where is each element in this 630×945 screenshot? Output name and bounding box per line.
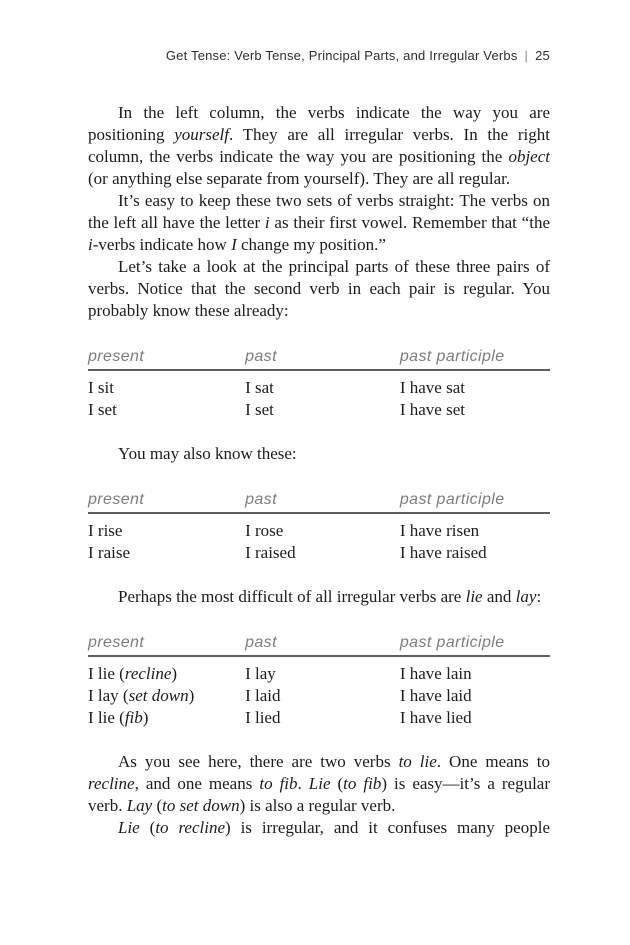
table-cell: I rise: [88, 521, 123, 540]
page-body: [88, 102, 550, 839]
table-cell: I lay (set down): [88, 686, 195, 705]
paragraph-perhaps-most-difficult: Perhaps the most difficult of all irregular verbs are lie and lay:: [118, 587, 542, 606]
column-header: past: [245, 632, 400, 656]
paragraph-as-you-see-here: As you see here, there are two verbs to lie. One means to recline, and one means to fib. Lie (to fib) is easy—it’s a regular verb. Lay (to set down) is also a regular verb.: [88, 752, 551, 815]
table-cell: I sat: [245, 378, 274, 397]
page-number: 25: [535, 48, 550, 63]
column-header: past participle: [400, 632, 550, 656]
header-row: [88, 632, 550, 656]
table-cell: I have set: [399, 400, 465, 419]
table-head: [88, 632, 550, 656]
column-header: present: [88, 632, 245, 656]
table-cell: I have lied: [399, 708, 472, 727]
table-body: [88, 656, 550, 729]
column-header: past: [245, 346, 400, 370]
column-header: past participle: [400, 489, 550, 513]
table-row: [88, 656, 550, 685]
paragraph-lie-is-irregular: Lie (to recline) is irregular, and it confuses many people: [118, 818, 550, 837]
table-cell: I raised: [245, 543, 296, 562]
table-cell: I have lain: [399, 664, 472, 683]
table-cell: I set: [88, 400, 117, 419]
table-row: [88, 399, 550, 421]
table-row: [88, 685, 550, 707]
table-row: [88, 542, 550, 564]
table-head: [88, 489, 550, 513]
table-cell: I have risen: [399, 521, 480, 540]
table-cell: I laid: [245, 686, 281, 705]
table-row: [88, 707, 550, 729]
running-header: [88, 48, 550, 64]
table-cell: I lie (fib): [88, 708, 149, 727]
column-header: present: [88, 489, 245, 513]
page-number-divider: |: [524, 48, 529, 63]
table-cell: I raise: [88, 543, 131, 562]
verb-table-sit-set: [88, 346, 550, 421]
table-cell: I lie (recline): [88, 664, 178, 683]
paragraph-easy-to-keep: It’s easy to keep these two sets of verbs straight: The verbs on the left all have the letter i as their first vowel. Remember that “the i-verbs indicate how I change my position.”: [88, 191, 550, 254]
running-head-title: Get Tense: Verb Tense, Principal Parts, and Irregular Verbs: [165, 48, 518, 63]
table-row: [88, 370, 550, 399]
table-body: [88, 513, 550, 564]
table-cell: I lied: [245, 708, 281, 727]
table-cell: I sit: [88, 378, 114, 397]
table-cell: I have raised: [399, 543, 487, 562]
table-cell: I have laid: [399, 686, 472, 705]
table-body: [88, 370, 550, 421]
table-cell: I lay: [245, 664, 276, 683]
paragraph-you-may-also-know: You may also know these:: [118, 444, 297, 463]
table-row: [88, 513, 550, 542]
table-cell: I have sat: [399, 378, 465, 397]
column-header: present: [88, 346, 245, 370]
verb-table-lie-lay: [88, 632, 550, 729]
paragraph-intro: In the left column, the verbs indicate the way you are positioning yourself. They are all irregular verbs. In the right column, the verbs indicate the way you are positioning the object (or anything else separate from yourself). They are all regular.: [88, 103, 550, 188]
verb-table-rise-raise: [88, 489, 550, 564]
table-cell: I set: [245, 400, 274, 419]
column-header: past: [245, 489, 400, 513]
table-cell: I rose: [245, 521, 284, 540]
table-head: [88, 346, 550, 370]
paragraph-lets-take-a-look: Let’s take a look at the principal parts of these three pairs of verbs. Notice that the second verb in each pair is regular. You probably know these already:: [88, 257, 550, 320]
header-row: [88, 346, 550, 370]
header-row: [88, 489, 550, 513]
column-header: past participle: [400, 346, 550, 370]
